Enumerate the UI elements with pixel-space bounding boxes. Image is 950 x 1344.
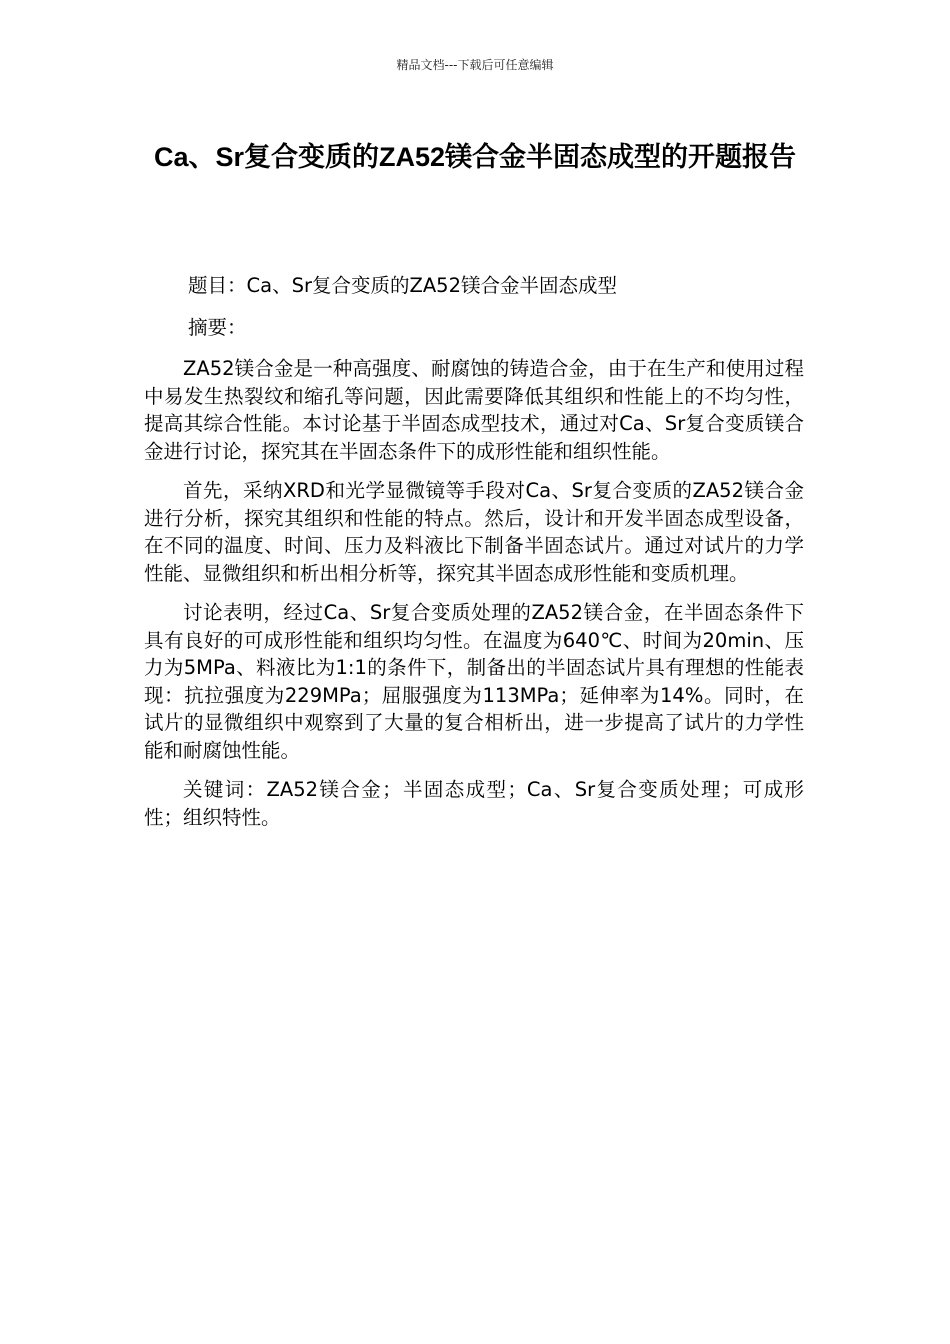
subject-line: 题目：Ca、Sr复合变质的ZA52镁合金半固态成型 — [188, 274, 617, 297]
abstract-paragraph: ZA52镁合金是一种高强度、耐腐蚀的铸造合金，由于在生产和使用过程中易发生热裂纹和缩孔等问题，因此需要降低其组织和性能上的不均匀性，提高其综合性能。本讨论基于半固态成型技术，通过对Ca、Sr复合变质镁合金进行讨论，探究其在半固态条件下的成形性能和组织性能。 — [144, 357, 804, 463]
keywords-paragraph: 关键词：ZA52镁合金；半固态成型；Ca、Sr复合变质处理；可成形性；组织特性。 — [144, 778, 804, 829]
document-title: Ca、Sr复合变质的ZA52镁合金半固态成型的开题报告 — [153, 142, 797, 172]
abstract-label: 摘要： — [188, 316, 247, 339]
header-note: 精品文档---下载后可任意编辑 — [396, 58, 554, 72]
document-body — [144, 355, 804, 843]
method-paragraph: 首先，采纳XRD和光学显微镜等手段对Ca、Sr复合变质的ZA52镁合金进行分析，探究其组织和性能的特点。然后，设计和开发半固态成型设备，在不同的温度、时间、压力及料液比下制备半固态试片。通过对试片的力学性能、显微组织和析出相分析等，探究其半固态成形性能和变质机理。 — [144, 479, 804, 585]
results-paragraph: 讨论表明，经过Ca、Sr复合变质处理的ZA52镁合金，在半固态条件下具有良好的可成形性能和组织均匀性。在温度为640℃、时间为20min、压力为5MPa、料液比为1:1的条件下，制备出的半固态试片具有理想的性能表现：抗拉强度为229MPa；屈服强度为113MPa；延伸率为14%。同时，在试片的显微组织中观察到了大量的复合相析出，进一步提高了试片的力学性能和耐腐蚀性能。 — [144, 601, 804, 762]
